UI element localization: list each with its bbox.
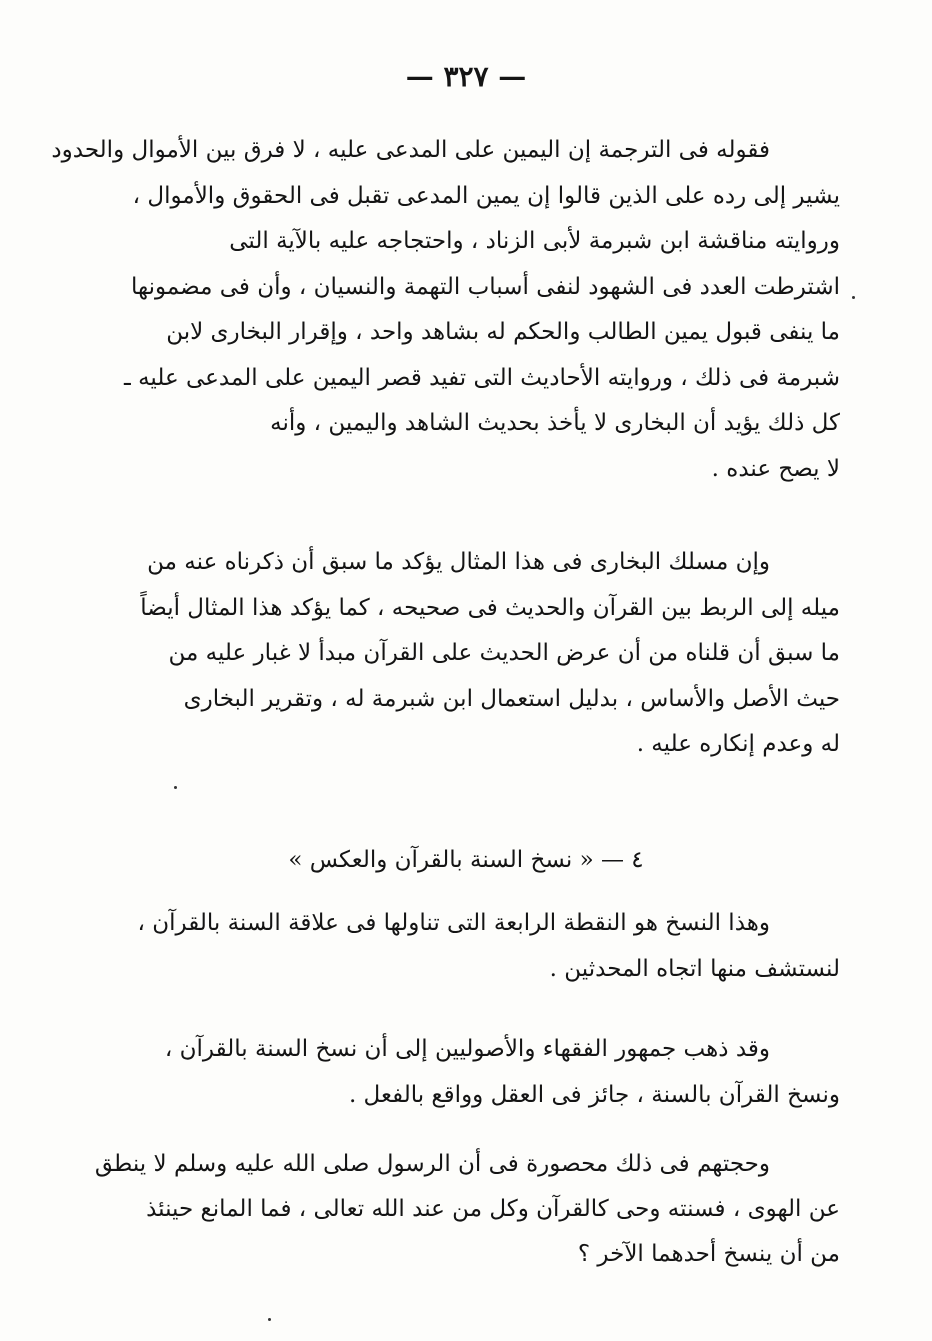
scan-speck [174, 786, 177, 789]
paragraph-argument [94, 1142, 840, 1277]
paragraph-bukhari-method [140, 540, 840, 768]
text-line: لنستشف منها اتجاه المحدثين . [549, 956, 840, 982]
text-line: ونسخ القرآن بالسنة ، جائز فى العقل وواقع بالفعل . [348, 1082, 840, 1108]
section-heading: ٤ — « نسخ السنة بالقرآن والعكس » [288, 847, 644, 873]
text-line: وروايته مناقشة ابن شبرمة لأبى الزناد ، واحتجاجه عليه بالآية التى [229, 228, 840, 254]
text-line: شبرمة فى ذلك ، وروايته الأحاديث التى تفيد قصر اليمين على المدعى عليه ـ [124, 364, 840, 391]
text-line: كل ذلك يؤيد أن البخارى لا يأخذ بحديث الشاهد واليمين ، وأنه [270, 410, 840, 436]
scan-speck [268, 1318, 271, 1321]
text-line: يشير إلى رده على الذين قالوا إن يمين المدعى تقبل فى الحقوق والأموال ، [132, 182, 840, 209]
text-line: عن الهوى ، فسنته وحى كالقرآن وكل من عند الله تعالى ، فما المانع حينئذ [146, 1196, 840, 1222]
paragraph-bukhari-oath [51, 128, 840, 492]
text-line: وإن مسلك البخارى فى هذا المثال يؤكد ما سبق أن ذكرناه عنه من [147, 549, 770, 575]
text-line: لا يصح عنده . [711, 455, 840, 482]
text-line: اشترطت العدد فى الشهود لنفى أسباب التهمة والنسيان ، وأن فى مضمونها [130, 273, 840, 300]
paragraph-majority-view [150, 1026, 840, 1118]
text-line: ميله إلى الربط بين القرآن والحديث فى صحيحه ، كما يؤكد هذا المثال أيضاً [140, 594, 840, 621]
text-line: وقد ذهب جمهور الفقهاء والأصوليين إلى أن نسخ السنة بالقرآن ، [164, 1036, 770, 1062]
text-line: وهذا النسخ هو النقطة الرابعة التى تناولها فى علاقة السنة بالقرآن ، [137, 910, 770, 936]
text-line: فقوله فى الترجمة إن اليمين على المدعى عليه ، لا فرق بين الأموال والحدود [51, 137, 770, 163]
text-line: وحجتهم فى ذلك محصورة فى أن الرسول صلى الله عليه وسلم لا ينطق [94, 1151, 770, 1177]
text-line: ما ينفى قبول يمين الطالب والحكم له بشاهد واحد ، وإقرار البخارى لابن [166, 319, 840, 345]
page-number: — ٣٢٧ — [405, 60, 527, 93]
scan-speck [852, 296, 855, 299]
paragraph-abrogation-intro [137, 900, 840, 992]
text-line: حيث الأصل والأساس ، بدليل استعمال ابن شبرمة له ، وتقرير البخارى [183, 685, 840, 712]
text-line: له وعدم إنكاره عليه . [636, 731, 840, 757]
text-line: من أن ينسخ أحدهما الآخر ؟ [577, 1241, 840, 1267]
text-line: ما سبق أن قلناه من أن عرض الحديث على القرآن مبدأ لا غبار عليه من [168, 640, 840, 666]
